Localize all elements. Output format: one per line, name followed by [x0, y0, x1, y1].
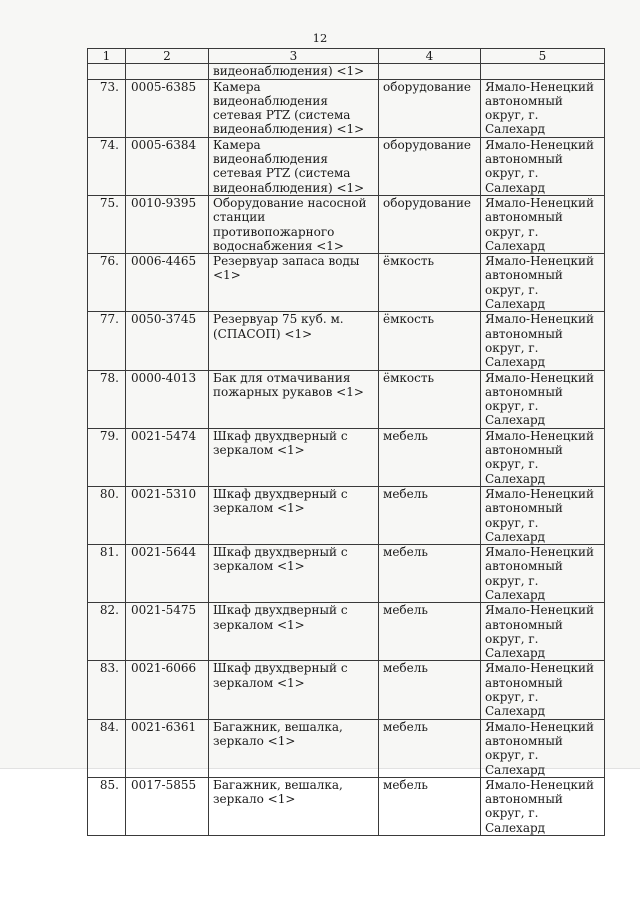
table-row: [88, 370, 605, 428]
column-number-row: [88, 49, 605, 64]
cell-code: 0021-5475: [126, 603, 209, 661]
cell-location: Ямало-Ненецкий автономный округ, г. Салехард: [481, 777, 605, 835]
cell-name: Резервуар 75 куб. м. (СПАСОП) <1>: [209, 312, 379, 370]
cell-location: Ямало-Ненецкий автономный округ, г. Салехард: [481, 603, 605, 661]
cell-name: Камера видеонаблюдения сетевая PTZ (система видеонаблюдения) <1>: [209, 137, 379, 195]
cell-type: оборудование: [379, 79, 481, 137]
cell-num: 84.: [88, 719, 126, 777]
cell-num: 83.: [88, 661, 126, 719]
cell-type: мебель: [379, 428, 481, 486]
cell-type: оборудование: [379, 137, 481, 195]
cell-name: Оборудование насосной станции противопожарного водоснабжения <1>: [209, 195, 379, 253]
cell-location: Ямало-Ненецкий автономный округ, г. Салехард: [481, 79, 605, 137]
cell-location: Ямало-Ненецкий автономный округ, г. Салехард: [481, 254, 605, 312]
column-number: 4: [379, 49, 481, 64]
column-number: 2: [126, 49, 209, 64]
table-row: [88, 603, 605, 661]
cell-type: мебель: [379, 545, 481, 603]
cell-num: [88, 64, 126, 79]
table-row: [88, 79, 605, 137]
cell-num: 82.: [88, 603, 126, 661]
cell-type: ёмкость: [379, 370, 481, 428]
cell-num: 85.: [88, 777, 126, 835]
table-row: [88, 719, 605, 777]
cell-num: 75.: [88, 195, 126, 253]
continuation-row: [88, 64, 605, 79]
cell-location: [481, 64, 605, 79]
cell-code: 0021-6066: [126, 661, 209, 719]
cell-location: Ямало-Ненецкий автономный округ, г. Салехард: [481, 719, 605, 777]
cell-name: Бак для отмачивания пожарных рукавов <1>: [209, 370, 379, 428]
cell-code: 0010-9395: [126, 195, 209, 253]
table-row: [88, 312, 605, 370]
table-row: [88, 777, 605, 835]
cell-type: мебель: [379, 661, 481, 719]
cell-location: Ямало-Ненецкий автономный округ, г. Салехард: [481, 370, 605, 428]
cell-name: Резервуар запаса воды <1>: [209, 254, 379, 312]
table-row: [88, 195, 605, 253]
table-row: [88, 486, 605, 544]
cell-code: 0021-5310: [126, 486, 209, 544]
cell-type: мебель: [379, 603, 481, 661]
cell-name: Шкаф двухдверный с зеркалом <1>: [209, 486, 379, 544]
cell-code: 0005-6385: [126, 79, 209, 137]
column-number: 1: [88, 49, 126, 64]
cell-code: 0050-3745: [126, 312, 209, 370]
cell-num: 80.: [88, 486, 126, 544]
cell-num: 78.: [88, 370, 126, 428]
column-number: 3: [209, 49, 379, 64]
cell-code: 0021-6361: [126, 719, 209, 777]
cell-name: Багажник, вешалка, зеркало <1>: [209, 777, 379, 835]
cell-name: Багажник, вешалка, зеркало <1>: [209, 719, 379, 777]
cell-location: Ямало-Ненецкий автономный округ, г. Салехард: [481, 312, 605, 370]
cell-type: мебель: [379, 486, 481, 544]
cell-type: мебель: [379, 719, 481, 777]
cell-num: 79.: [88, 428, 126, 486]
cell-name: Камера видеонаблюдения сетевая PTZ (система видеонаблюдения) <1>: [209, 79, 379, 137]
cell-num: 76.: [88, 254, 126, 312]
cell-name: видеонаблюдения) <1>: [209, 64, 379, 79]
cell-name: Шкаф двухдверный с зеркалом <1>: [209, 428, 379, 486]
cell-num: 81.: [88, 545, 126, 603]
cell-type: ёмкость: [379, 254, 481, 312]
property-table: [87, 48, 605, 836]
column-number: 5: [481, 49, 605, 64]
table-row: [88, 137, 605, 195]
page-number: 12: [312, 31, 328, 45]
cell-num: 74.: [88, 137, 126, 195]
cell-type: оборудование: [379, 195, 481, 253]
cell-name: Шкаф двухдверный с зеркалом <1>: [209, 603, 379, 661]
cell-location: Ямало-Ненецкий автономный округ, г. Салехард: [481, 137, 605, 195]
cell-location: Ямало-Ненецкий автономный округ, г. Салехард: [481, 545, 605, 603]
table-row: [88, 545, 605, 603]
cell-name: Шкаф двухдверный с зеркалом <1>: [209, 545, 379, 603]
cell-code: 0005-6384: [126, 137, 209, 195]
cell-location: Ямало-Ненецкий автономный округ, г. Салехард: [481, 428, 605, 486]
cell-num: 77.: [88, 312, 126, 370]
cell-code: 0017-5855: [126, 777, 209, 835]
cell-code: 0021-5644: [126, 545, 209, 603]
cell-location: Ямало-Ненецкий автономный округ, г. Салехард: [481, 661, 605, 719]
cell-num: 73.: [88, 79, 126, 137]
cell-type: мебель: [379, 777, 481, 835]
cell-code: 0006-4465: [126, 254, 209, 312]
table-row: [88, 661, 605, 719]
cell-code: [126, 64, 209, 79]
cell-code: 0021-5474: [126, 428, 209, 486]
cell-code: 0000-4013: [126, 370, 209, 428]
cell-name: Шкаф двухдверный с зеркалом <1>: [209, 661, 379, 719]
table-row: [88, 254, 605, 312]
table-row: [88, 428, 605, 486]
cell-type: ёмкость: [379, 312, 481, 370]
cell-location: Ямало-Ненецкий автономный округ, г. Салехард: [481, 486, 605, 544]
cell-location: Ямало-Ненецкий автономный округ, г. Салехард: [481, 195, 605, 253]
cell-type: [379, 64, 481, 79]
